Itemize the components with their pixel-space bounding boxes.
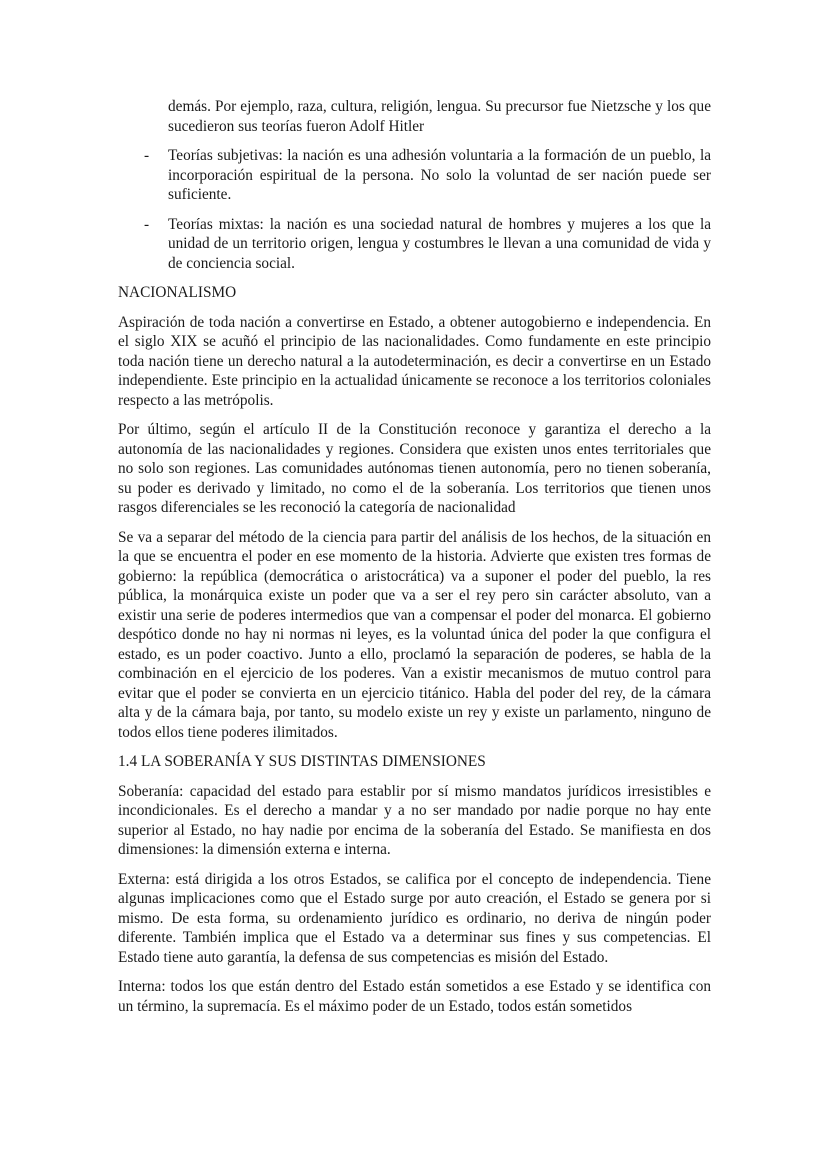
list-bullet-marker: - [144,215,150,233]
list-item-subjective-theories [144,146,711,205]
list-bullet-marker: - [144,147,150,164]
section-heading-soberania: 1.4 LA SOBERANÍA Y SUS DISTINTAS DIMENSIONES [118,753,486,770]
paragraph: Se va a separar del método de la ciencia para partir del análisis de los hechos, de la situación en la que se encuentra el poder en ese momento de la historia. Advierte que existen tres formas de gobierno: la república (democrática o aristocrática) va a suponer el poder del pueblo, la res pública, la monárquica existe un poder que va a ser el rey pero sin carácter absoluto, van a existir una serie de poderes intermedios que van a compensar el poder del monarca. El gobierno despótico donde no hay ni normas ni leyes, es la voluntad única del poder la que configura el estado, es un poder coactivo. Junto a ello, proclamó la separación de poderes, se habla de la combinación en el ejercicio de los poderes. Van a existir mecanismos de mutuo control para evitar que el poder se convierta en un ejercicio titánico. Habla del poder del rey, de la cámara alta y de la cámara baja, por tanto, su modelo existe un rey y existe un parlamento, ninguno de todos ellos tiene poderes ilimitados. [118,528,711,741]
paragraph: Aspiración de toda nación a convertirse en Estado, a obtener autogobierno e independencia. En el siglo XIX se acuñó el principio de las nacionalidades. Como fundamente en este principio toda nación tiene un derecho natural a la autodeterminación, es decir a convertirse en un Estado independiente. Este principio en la actualidad únicamente se reconoce a los territorios coloniales respecto a las metrópolis. [118,313,711,409]
list-item-text: Teorías mixtas: la nación es una sociedad natural de hombres y mujeres a los que la unidad de un territorio origen, lengua y costumbres le llevan a una comunidad de vida y de conciencia social. [168,215,711,272]
document-page [118,97,711,1026]
list-continuation-text: demás. Por ejemplo, raza, cultura, religión, lengua. Su precursor fue Nietzsche y los que sucedieron sus teorías fueron Adolf Hitler [168,98,711,135]
paragraph: Externa: está dirigida a los otros Estados, se califica por el concepto de independencia. Tiene algunas implicaciones como que el Estado surge por auto creación, el Estado se genera por si mismo. De esta forma, su ordenamiento jurídico es ordinario, no deriva de ningún poder diferente. También implica que el Estado va a determinar sus fines y sus competencias. El Estado tiene auto garantía, la defensa de sus competencias es misión del Estado. [118,870,711,966]
paragraph: Interna: todos los que están dentro del Estado están sometidos a ese Estado y se identifica con un término, la supremacía. Es el máximo poder de un Estado, todos están sometidos [118,978,711,1015]
section-heading-nacionalismo: NACIONALISMO [118,284,237,301]
paragraph: Soberanía: capacidad del estado para establir por sí mismo mandatos jurídicos irresistibles e incondicionales. Es el derecho a mandar y a no ser mandado por nadie porque no hay ente superior al Estado, no hay nadie por encima de la soberanía del Estado. Se manifiesta en dos dimensiones: la dimensión externa e interna. [118,782,711,858]
list-item-mixed-theories [144,215,711,274]
paragraph: Por último, según el artículo II de la Constitución reconoce y garantiza el derecho a la autonomía de las nacionalidades y regiones. Considera que existen unos entes territoriales que no solo son regiones. Las comunidades autónomas tienen autonomía, pero no tienen soberanía, su poder es derivado y limitado, no como el de la soberanía. Los territorios que tienen unos rasgos diferenciales se les reconoció la categoría de nacionalidad [118,421,711,516]
list-item-text: Teorías subjetivas: la nación es una adhesión voluntaria a la formación de un pueblo, la incorporación espiritual de la persona. No solo la voluntad de ser nación puede ser suficiente. [168,147,711,203]
